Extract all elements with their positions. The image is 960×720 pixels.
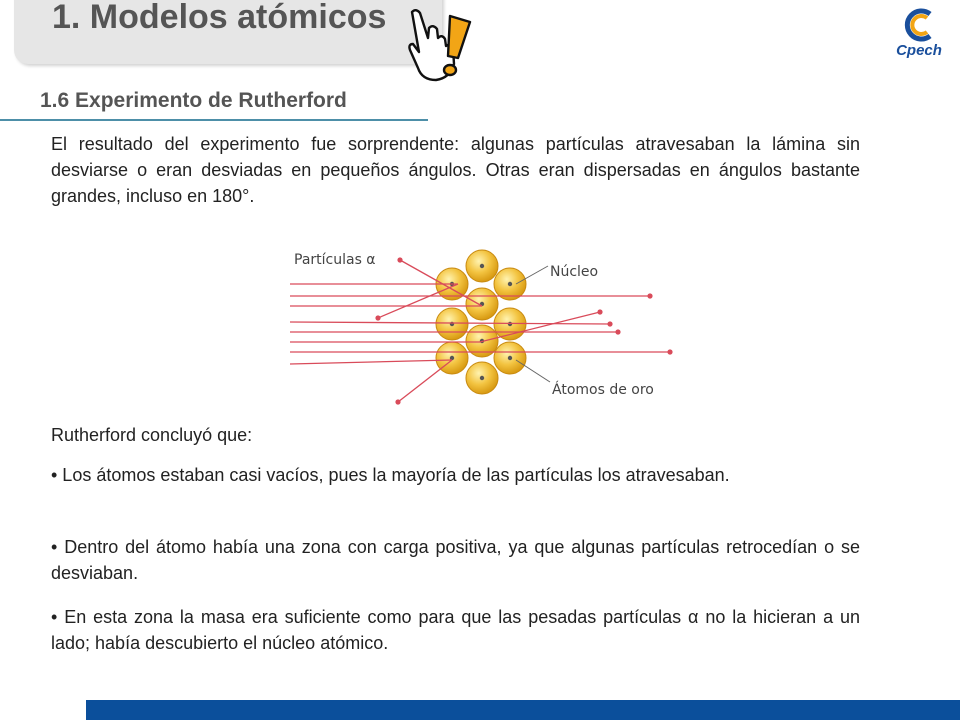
gold-atoms: [436, 250, 526, 394]
title-bar: [14, 0, 442, 64]
page-title: 1. Modelos atómicos: [52, 0, 387, 36]
bullet-item: • Dentro del átomo había una zona con carga positiva, ya que algunas partículas retrocedían o se desviaban.: [51, 537, 860, 583]
label-particles: Partículas α: [294, 252, 376, 268]
section-subtitle: 1.6 Experimento de Rutherford: [40, 89, 347, 112]
intro-paragraph: El resultado del experimento fue sorprendente: algunas partículas atravesaban la lámina sin desviarse o eran desviadas en pequeños ángulos. Otras eran dispersadas en ángulos bastante grandes, incluso en 180°.: [51, 134, 860, 206]
bullet-item: • En esta zona la masa era suficiente como para que las pesadas partículas α no la hicieran a un lado; había descubierto el núcleo atómico.: [51, 607, 860, 653]
subtitle-underline: [0, 119, 428, 121]
footer-bar: [86, 700, 960, 720]
cpech-logo: [886, 6, 952, 64]
label-nucleus: Núcleo: [550, 264, 599, 280]
pointing-hand-icon: [398, 2, 476, 86]
logo-emblem-icon: [886, 6, 952, 46]
conclusion-heading: Rutherford concluyó que:: [51, 425, 253, 445]
logo-text: Cpech: [896, 42, 942, 59]
label-gold-atoms: Átomos de oro: [552, 382, 654, 398]
rutherford-diagram: [280, 236, 700, 416]
bullet-item: • Los átomos estaban casi vacíos, pues la mayoría de las partículas los atravesaban.: [51, 465, 730, 485]
